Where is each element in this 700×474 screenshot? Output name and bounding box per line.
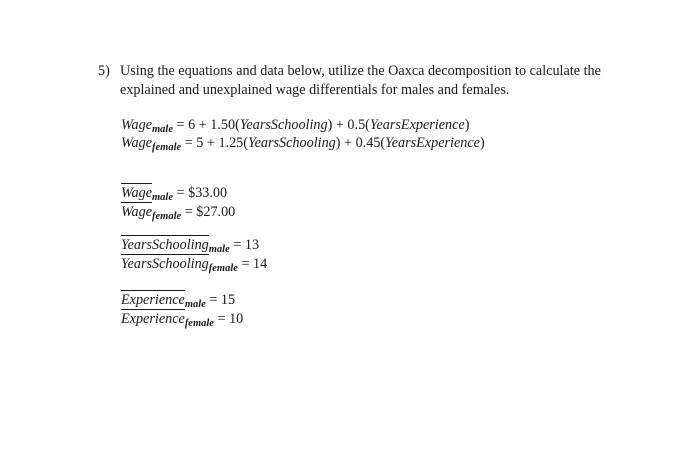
mean-experience-male-value: = 15 [205, 292, 236, 308]
mean-wage-male-var: Wage [121, 185, 152, 201]
mean-schooling-male [121, 236, 259, 254]
mean-wage-male-value: = $33.00 [173, 185, 228, 201]
mean-schooling-female-var: YearsSchooling [121, 256, 209, 272]
equation-female-term1: YearsSchooling [248, 135, 336, 151]
mean-schooling-male-value: = 13 [229, 237, 260, 253]
equation-male-term2: YearsExperience [369, 117, 465, 133]
equation-female-lhs: Wage [121, 135, 152, 151]
equation-female-prefix: = 5 + 1.25( [181, 135, 248, 151]
mean-wage-female-subscript: female [152, 211, 182, 222]
mean-wage-male-subscript: male [152, 192, 173, 203]
mean-experience-female [121, 310, 243, 328]
mean-experience-male-subscript: male [184, 299, 206, 310]
mean-experience-male-var: Experience [121, 292, 185, 308]
question-number: 5) [98, 63, 110, 79]
mean-experience-female-value: = 10 [213, 311, 244, 327]
equation-male-lhs: Wage [121, 117, 152, 133]
equation-female [121, 134, 485, 152]
equation-male [121, 116, 469, 134]
equation-male-prefix: = 6 + 1.50( [173, 117, 240, 133]
mean-experience-female-var: Experience [121, 311, 185, 327]
question-text: Using the equations and data below, utilize the Oaxca decomposition to calculate the explained and unexplained wage differentials for males and females. [120, 63, 601, 98]
equation-female-mid: ) + 0.45( [335, 135, 386, 151]
equation-female-subscript: female [152, 142, 182, 153]
mean-wage-female [121, 203, 235, 221]
mean-wage-male [121, 184, 227, 202]
mean-schooling-female-value: = 14 [237, 256, 268, 272]
equation-female-suffix: ) [479, 135, 485, 151]
mean-schooling-female-subscript: female [208, 263, 238, 274]
equation-male-mid: ) + 0.5( [327, 117, 370, 133]
mean-wage-female-value: = $27.00 [181, 204, 236, 220]
mean-schooling-male-var: YearsSchooling [121, 237, 209, 253]
mean-schooling-male-subscript: male [208, 244, 230, 255]
mean-experience-female-subscript: female [184, 318, 214, 329]
equation-male-subscript: male [152, 124, 173, 135]
equation-male-term1: YearsSchooling [239, 117, 328, 133]
mean-schooling-female [121, 255, 267, 273]
mean-wage-female-var: Wage [121, 204, 152, 220]
equation-male-suffix: ) [464, 117, 470, 133]
mean-experience-male [121, 291, 235, 309]
equation-female-term2: YearsExperience [385, 135, 480, 151]
